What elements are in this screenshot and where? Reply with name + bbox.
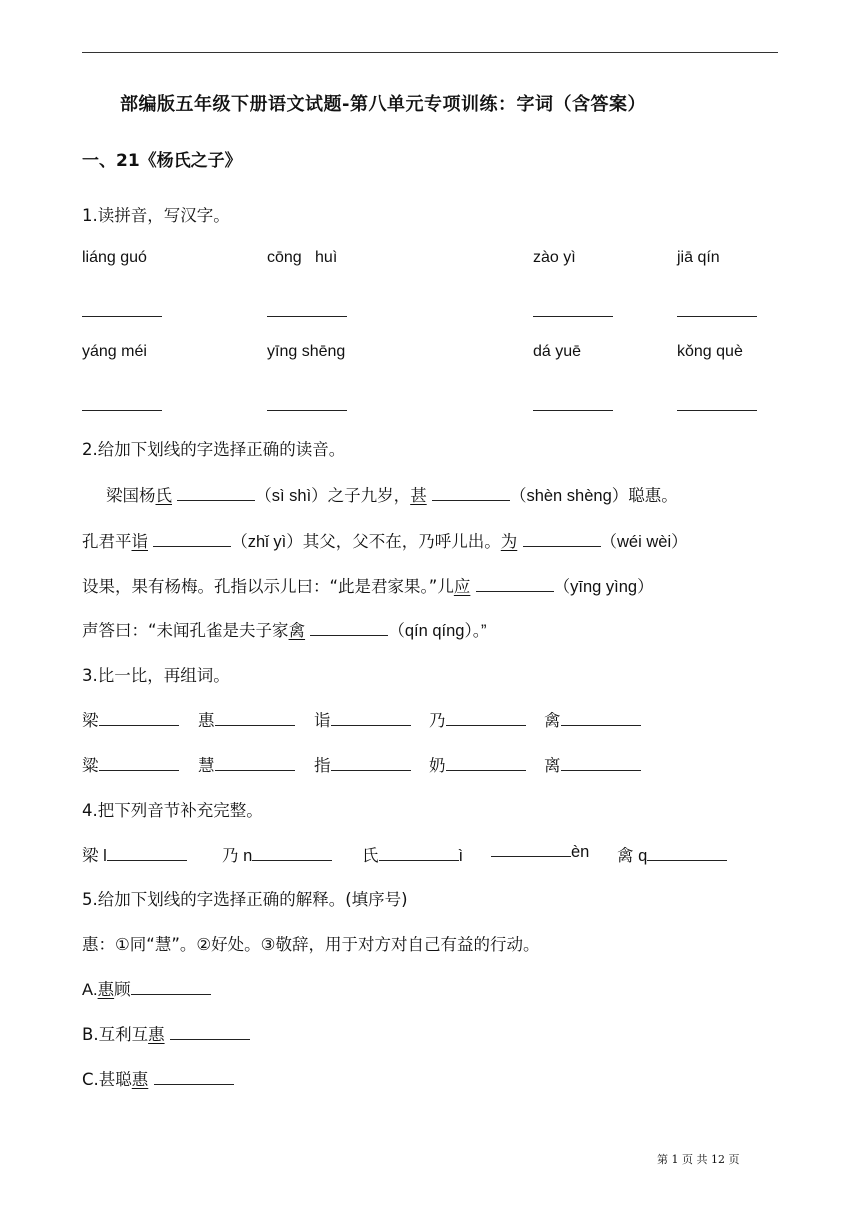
answer-blank[interactable]: [379, 846, 459, 861]
answer-blank[interactable]: [154, 1070, 234, 1085]
compare-item: 禽: [544, 707, 641, 731]
underlined-char: 诣: [131, 532, 148, 551]
page-title: 部编版五年级下册语文试题-第八单元专项训练：字词（含答案）: [120, 94, 646, 115]
q1-pinyin: yáng méi: [82, 343, 147, 360]
q2-line: 梁国杨氏 （sì shì）之子九岁，甚 （shèn shèng）聪惠。: [106, 486, 678, 505]
q5-option-b: B.互利互惠: [82, 1021, 250, 1045]
answer-blank[interactable]: [523, 532, 601, 547]
q2-line: 设果，果有杨梅。孔指以示儿曰：“此是君家果。”儿应 （yīng yìng）: [82, 577, 654, 596]
q1-pinyin: dá yuē: [533, 343, 582, 360]
syllable-item: 氏 ì: [362, 846, 464, 865]
answer-blank[interactable]: [215, 711, 295, 726]
answer-blank[interactable]: [561, 711, 641, 726]
q5-option-c: C.甚聪惠: [82, 1066, 234, 1090]
q1-pinyin: yīng shēng: [267, 343, 346, 360]
syllable-item: 乃 n: [222, 842, 332, 866]
answer-blank[interactable]: [432, 486, 510, 501]
compare-item: 奶: [429, 752, 526, 776]
q1-prompt: 1.读拼音，写汉字。: [82, 206, 230, 225]
q4-prompt: 4.把下列音节补充完整。: [82, 801, 263, 820]
syllable-item: 梁 l: [82, 842, 187, 866]
q2-line: 孔君平诣 （zhǐ yì）其父，父不在，乃呼儿出。为 （wéi wèi）: [82, 532, 688, 551]
answer-blank[interactable]: [491, 842, 571, 857]
compare-item: 乃: [429, 707, 526, 731]
compare-item: 粱: [82, 752, 179, 776]
answer-blank[interactable]: [170, 1025, 250, 1040]
underlined-char: 应: [453, 577, 471, 596]
answer-blank[interactable]: [252, 846, 332, 861]
q5-option-a: A.惠顾: [82, 976, 211, 1000]
underlined-char: 为: [500, 532, 518, 551]
q1-pinyin: zào yì: [533, 249, 576, 266]
answer-blank[interactable]: [82, 410, 162, 411]
q1-pinyin: liáng guó: [82, 249, 147, 266]
compare-item: 慧: [198, 752, 295, 776]
answer-blank[interactable]: [267, 410, 347, 411]
compare-item: 梁: [82, 707, 179, 731]
answer-blank[interactable]: [677, 410, 757, 411]
syllable-item: èn: [491, 842, 589, 862]
underlined-char: 惠: [131, 1070, 149, 1089]
answer-blank[interactable]: [82, 316, 162, 317]
answer-blank[interactable]: [215, 756, 295, 771]
q1-pinyin: jiā qín: [677, 249, 720, 266]
underlined-char: 甚: [410, 486, 427, 505]
q5-prompt: 5.给加下划线的字选择正确的解释。(填序号): [82, 890, 408, 909]
answer-blank[interactable]: [331, 756, 411, 771]
q3-prompt: 3.比一比，再组词。: [82, 666, 230, 685]
compare-item: 诣: [314, 707, 411, 731]
q5-definition: 惠：①同“慧”。②好处。③敬辞，用于对方对自己有益的行动。: [82, 935, 540, 954]
answer-blank[interactable]: [647, 846, 727, 861]
compare-item: 指: [314, 752, 411, 776]
answer-blank[interactable]: [446, 711, 526, 726]
underlined-char: 惠: [148, 1025, 165, 1044]
answer-blank[interactable]: [153, 532, 231, 547]
underlined-char: 禽: [288, 621, 306, 640]
answer-blank[interactable]: [476, 577, 554, 592]
underlined-char: 惠: [97, 980, 115, 999]
q1-pinyin: kǒng què: [677, 343, 743, 360]
section-heading: 一、21《杨氏之子》: [82, 151, 242, 171]
answer-blank[interactable]: [331, 711, 411, 726]
header-rule: [82, 52, 778, 53]
answer-blank[interactable]: [131, 980, 211, 995]
answer-blank[interactable]: [107, 846, 187, 861]
compare-item: 惠: [198, 707, 295, 731]
compare-item: 离: [544, 752, 641, 776]
answer-blank[interactable]: [177, 486, 255, 501]
answer-blank[interactable]: [99, 756, 179, 771]
answer-blank[interactable]: [533, 316, 613, 317]
q2-prompt: 2.给加下划线的字选择正确的读音。: [82, 440, 346, 459]
answer-blank[interactable]: [267, 316, 347, 317]
answer-blank[interactable]: [677, 316, 757, 317]
page-footer: 第 1 页 共 12 页: [657, 1153, 740, 1166]
answer-blank[interactable]: [446, 756, 526, 771]
answer-blank[interactable]: [99, 711, 179, 726]
answer-blank[interactable]: [310, 621, 388, 636]
q1-pinyin: cōng huì: [267, 249, 338, 266]
answer-blank[interactable]: [533, 410, 613, 411]
q2-line: 声答曰：“未闻孔雀是夫子家禽 （qín qíng）。”: [82, 621, 487, 640]
answer-blank[interactable]: [561, 756, 641, 771]
syllable-item: 禽 q: [617, 842, 727, 866]
underlined-char: 氏: [155, 486, 172, 505]
